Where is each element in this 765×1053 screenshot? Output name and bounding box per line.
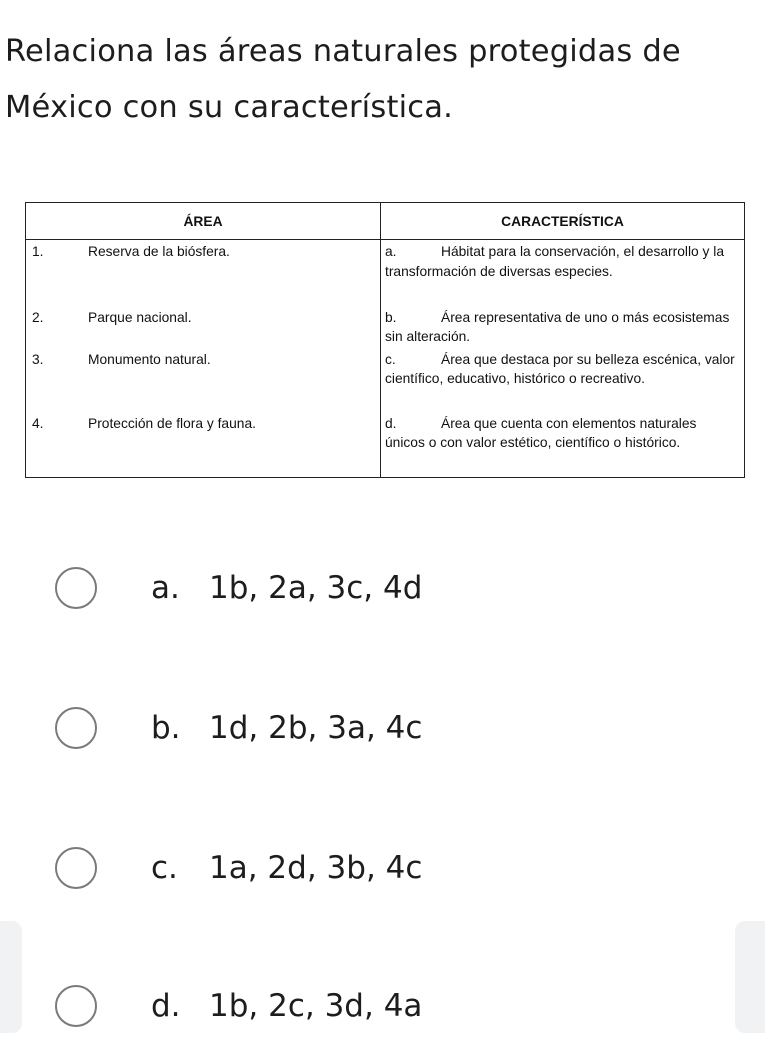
option-letter: d. — [151, 988, 181, 1024]
radio-button-c[interactable] — [55, 847, 97, 889]
area-text: Parque nacional. — [88, 309, 192, 325]
characteristic-text-first: Área que cuenta con elementos — [441, 415, 636, 431]
characteristic-text-rest: escénica, valor científico, educativo, histórico o recreativo. — [385, 351, 735, 387]
characteristic-text-rest: naturales únicos o con valor estético, científico o histórico. — [385, 415, 697, 451]
matching-table-container — [25, 202, 745, 483]
area-number: 2. — [32, 309, 44, 325]
area-text: Protección de flora y fauna. — [88, 415, 256, 431]
matching-table — [25, 202, 745, 478]
header-area: ÁREA — [26, 203, 381, 240]
area-cell — [26, 348, 381, 412]
table-row — [26, 412, 745, 478]
radio-button-b[interactable] — [55, 707, 97, 749]
characteristic-cell — [381, 412, 745, 478]
characteristic-letter: c. — [385, 351, 396, 367]
option-b[interactable] — [55, 705, 423, 751]
option-letter: a. — [151, 570, 180, 606]
radio-button-d[interactable] — [55, 985, 97, 1027]
header-characteristic: CARACTERÍSTICA — [381, 203, 745, 240]
area-number: 1. — [32, 244, 44, 259]
characteristic-text-first: Área que destaca por su belleza — [441, 351, 639, 367]
characteristic-text-first: Hábitat para la conservación, el — [441, 244, 635, 259]
option-text: 1d, 2b, 3a, 4c — [209, 710, 423, 746]
option-c[interactable] — [55, 845, 423, 891]
area-cell — [26, 412, 381, 478]
radio-button-a[interactable] — [55, 567, 97, 609]
characteristic-letter: d. — [385, 415, 397, 431]
question-text: Relaciona las áreas naturales protegidas de México con su característica. — [5, 34, 681, 125]
option-a[interactable] — [55, 565, 423, 611]
area-cell — [26, 240, 381, 306]
table-row — [26, 348, 745, 412]
characteristic-cell — [381, 240, 745, 306]
option-d[interactable] — [55, 983, 423, 1029]
area-text: Monumento natural. — [88, 351, 211, 367]
option-letter: b. — [151, 710, 181, 746]
area-number: 4. — [32, 415, 44, 431]
area-number: 3. — [32, 351, 44, 367]
option-text: 1b, 2c, 3d, 4a — [209, 988, 423, 1024]
characteristic-letter: a. — [385, 244, 397, 259]
characteristic-text-first: Área representativa de uno o más — [441, 309, 649, 325]
left-edge-panel — [0, 921, 22, 1033]
characteristic-text-rest: desarrollo y la transformación de diversas especies. — [385, 244, 724, 279]
option-text: 1b, 2a, 3c, 4d — [209, 570, 423, 606]
characteristic-cell — [381, 348, 745, 412]
characteristic-text-rest: ecosistemas sin alteración. — [385, 309, 730, 345]
table-row — [26, 240, 745, 306]
option-letter: c. — [151, 850, 178, 886]
area-cell — [26, 306, 381, 348]
table-row — [26, 306, 745, 348]
characteristic-letter: b. — [385, 309, 397, 325]
option-text: 1a, 2d, 3b, 4c — [209, 850, 423, 886]
characteristic-cell — [381, 306, 745, 348]
table-header-row — [26, 203, 745, 240]
right-edge-panel — [735, 921, 765, 1033]
area-text: Reserva de la biósfera. — [88, 244, 230, 259]
